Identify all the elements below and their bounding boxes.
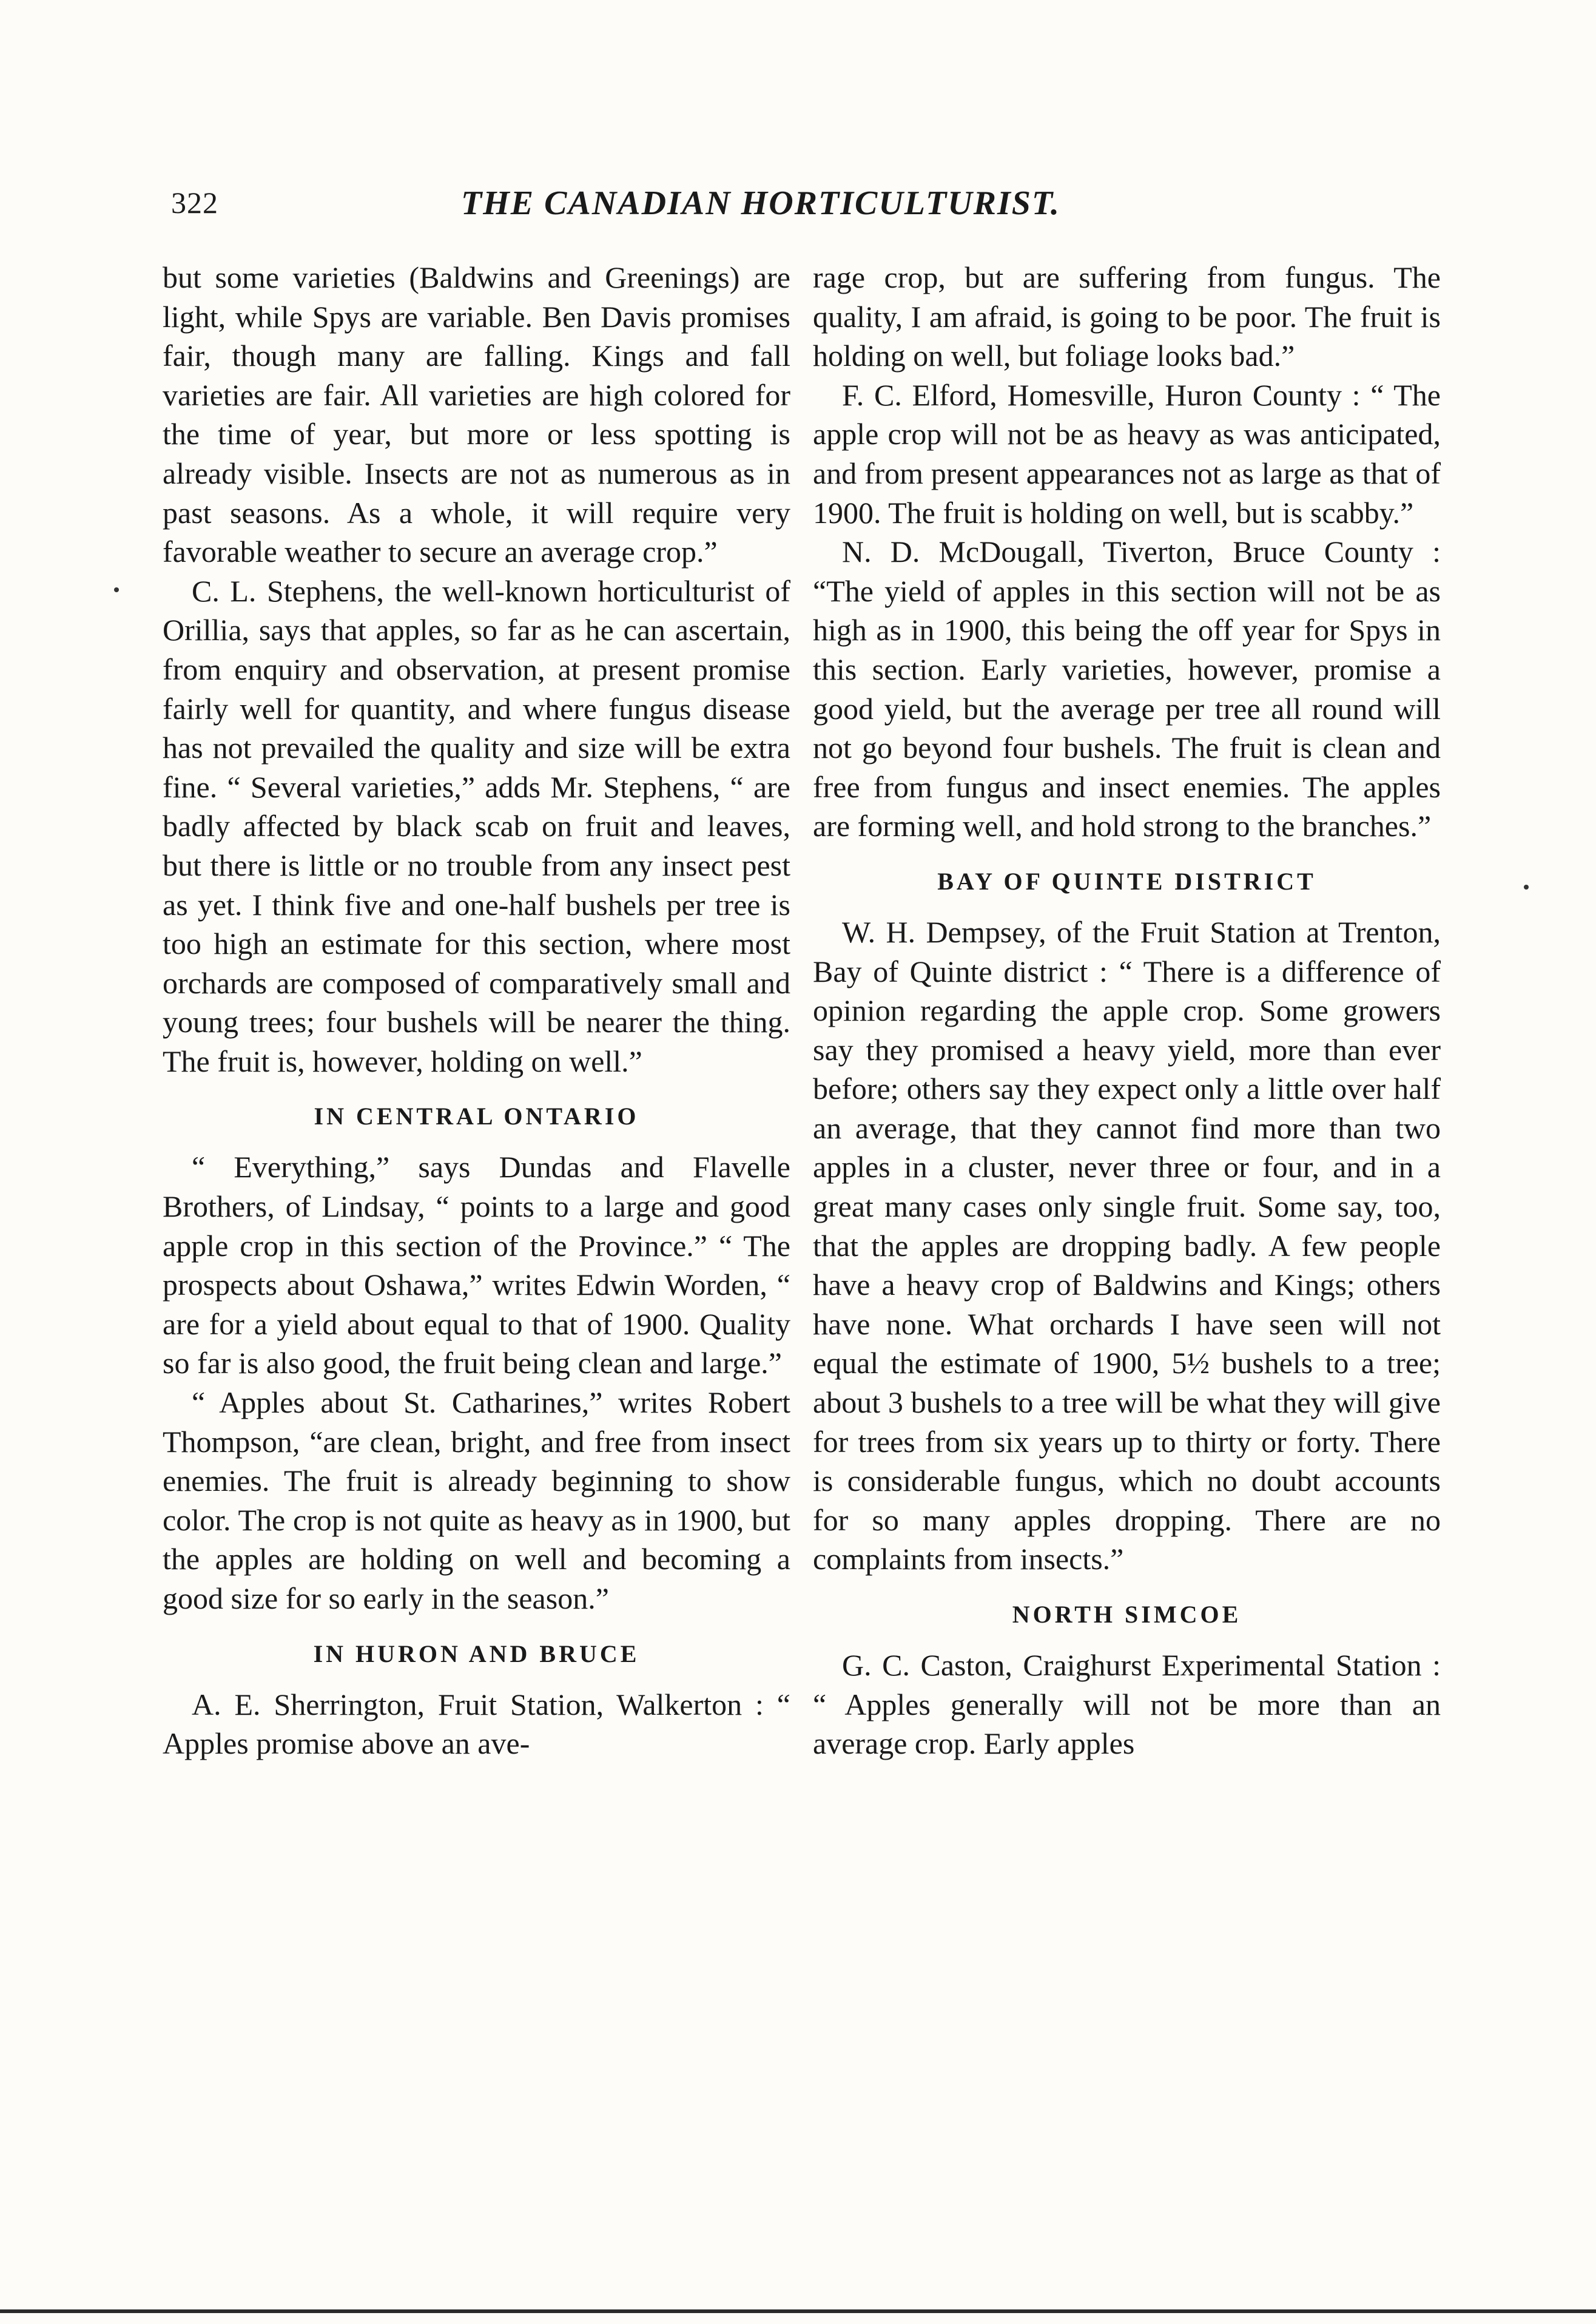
- section-heading: NORTH SIMCOE: [1012, 1601, 1242, 1628]
- scan-edge-rule: [0, 2309, 1596, 2313]
- left-column: [163, 258, 790, 1763]
- paragraph: C. L. Stephens, the well-known horticulturist of Orillia, says that apples, so far as he can ascertain, from enquiry and observation, at present promise fairly well for quantity, and where fungus disease has not prevailed the quality and size will be extra fine. “ Several varieties,” adds Mr. Stephens, “ are badly affected by black scab on fruit and leaves, but there is little or no trouble from any insect pest as yet. I think five and one-half bushels per tree is too high an estimate for this section, where most orchards are composed of comparatively small and young trees; four bushels will be nearer the thing. The fruit is, however, holding on well.”: [163, 573, 790, 1078]
- paragraph: rage crop, but are suffering from fungus. The quality, I am afraid, is going to be poor. The fruit is holding on well, but foliage looks bad.”: [813, 260, 1441, 373]
- page-number: 322: [171, 186, 218, 220]
- section-heading: IN HURON AND BRUCE: [313, 1640, 640, 1667]
- paragraph: A. E. Sherrington, Fruit Station, Walkerton : “ Apples promise above an ave-: [163, 1687, 790, 1761]
- section-heading: IN CENTRAL ONTARIO: [314, 1103, 639, 1130]
- section-heading: BAY OF QUINTE DISTRICT: [937, 867, 1316, 895]
- paragraph: “ Everything,” says Dundas and Flavelle Brothers, of Lindsay, “ points to a large and good apple crop in this section of the Province.” “ The prospects about Oshawa,” writes Edwin Worden, “ are for a yield about equal to that of 1900. Quality so far is also good, the fruit being clean and large.”: [163, 1150, 790, 1380]
- page-header: [0, 185, 1596, 228]
- right-column: [813, 258, 1441, 1763]
- paragraph: G. C. Caston, Craighurst Experimental Station : “ Apples generally will not be more than an average crop. Early apples: [813, 1648, 1441, 1761]
- paragraph: “ Apples about St. Catharines,” writes Robert Thompson, “are clean, bright, and free from insect enemies. The fruit is already beginning to show color. The crop is not quite as heavy as in 1900, but the apples are holding on well and becoming a good size for so early in the season.”: [163, 1385, 790, 1615]
- paragraph: N. D. McDougall, Tiverton, Bruce County : “The yield of apples in this section will not be as high as in 1900, this being the off year for Spys in this section. Early varieties, however, promise a good yield, but the average per tree all round will not go beyond four bushels. The fruit is clean and free from fungus and insect enemies. The apples are forming well, and hold strong to the branches.”: [813, 535, 1441, 843]
- margin-mark: [1524, 885, 1529, 890]
- paragraph: F. C. Elford, Homesville, Huron County : “ The apple crop will not be as heavy as was anticipated, and from present appearances not as large as that of 1900. The fruit is holding on well, but is scabby.”: [813, 377, 1441, 530]
- running-head: THE CANADIAN HORTICULTURIST.: [461, 184, 1060, 222]
- paragraph: W. H. Dempsey, of the Fruit Station at Trenton, Bay of Quinte district : “ There is a difference of opinion regarding the apple crop. Some growers say they promised a heavy yield, more than ever before; others say they expect only a little over half an average, that they cannot find more than two apples in a cluster, never three or four, and in a great many cases only single fruit. Some say, too, that the apples are dropping badly. A few people have a heavy crop of Baldwins and Kings; others have none. What orchards I have seen will not equal the estimate of 1900, 5½ bushels to a tree; about 3 bushels to a tree will be what they will give for trees from six years up to thirty or forty. There is considerable fungus, which no doubt accounts for so many apples dropping. There are no complaints from insects.”: [813, 914, 1441, 1576]
- margin-mark: [114, 587, 119, 592]
- paragraph: but some varieties (Baldwins and Greenings) are light, while Spys are variable. Ben Davis promises fair, though many are falling. Kings and fall varieties are fair. All varieties are high colored for the time of year, but more or less spotting is already visible. Insects are not as numerous as in past seasons. As a whole, it will require very favorable weather to secure an average crop.”: [163, 260, 790, 569]
